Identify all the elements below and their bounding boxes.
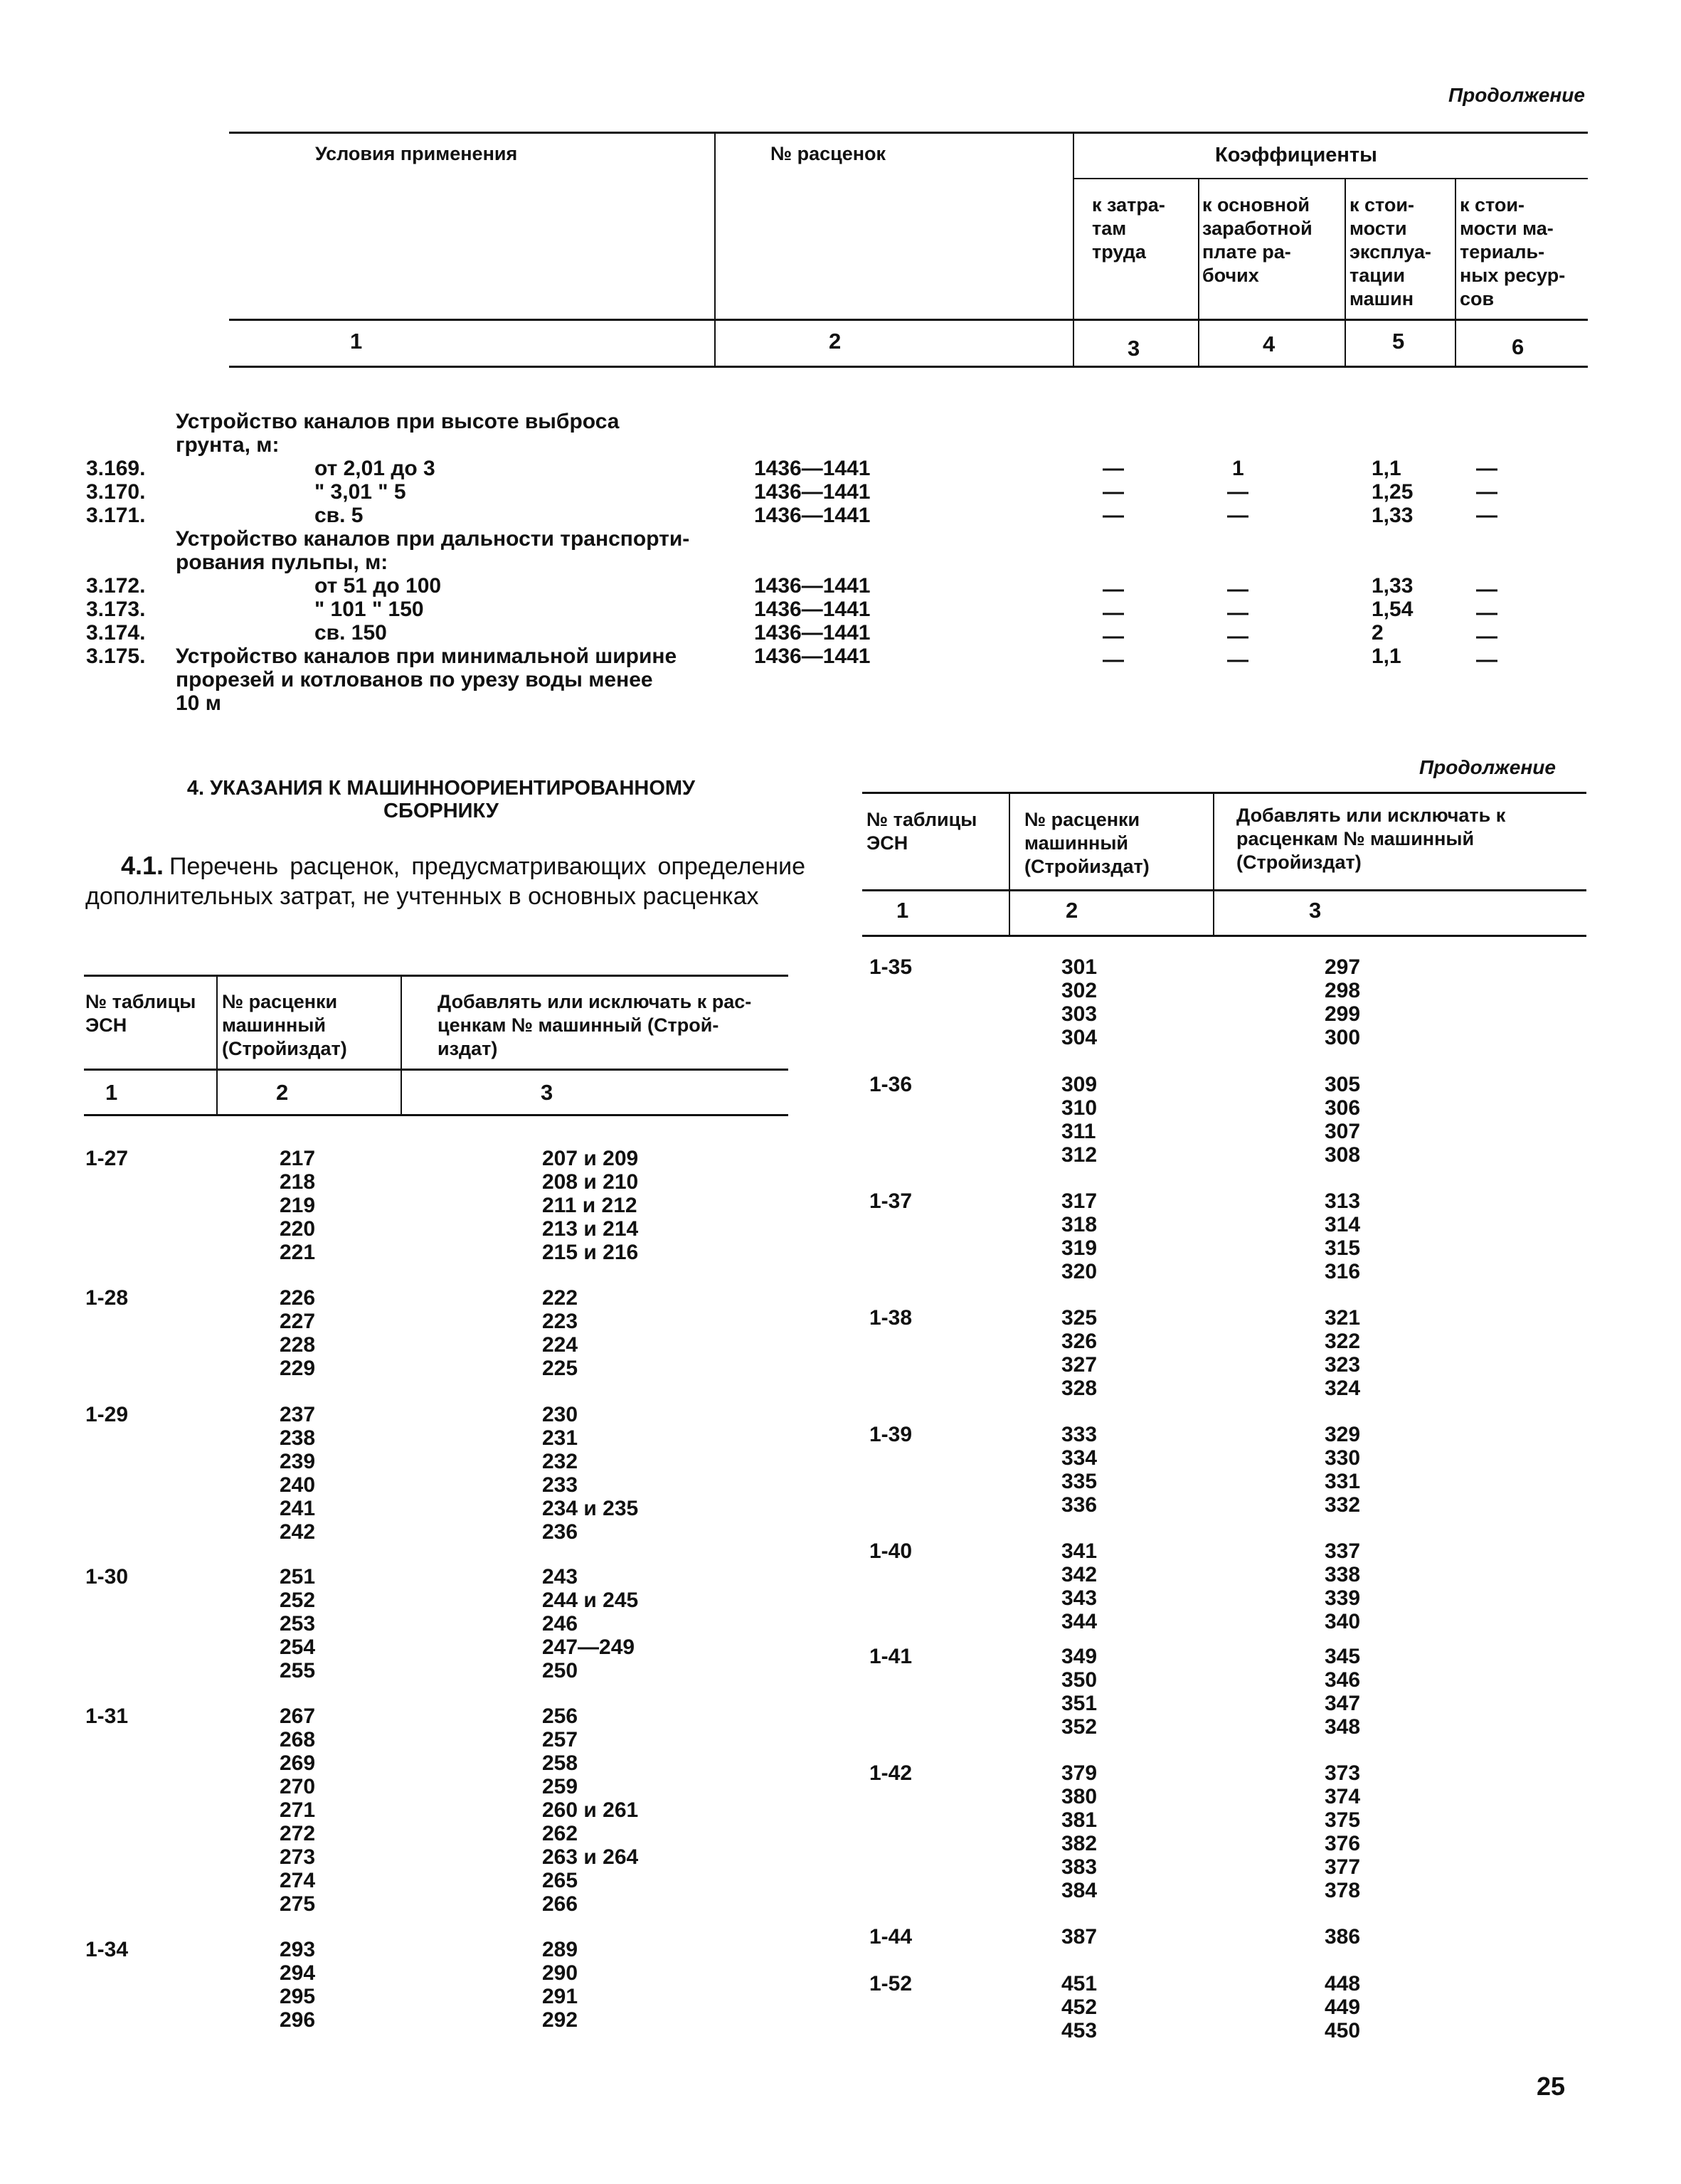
adjust-rate: 331: [1325, 1470, 1361, 1493]
column-number: 1: [105, 1080, 118, 1105]
row-c5: 1,33: [1372, 574, 1414, 598]
adjust-rate: 386: [1325, 1925, 1361, 1949]
table-number: 1-39: [869, 1423, 913, 1446]
rate-number: 220: [280, 1217, 316, 1241]
row-condition: 10 м: [176, 691, 221, 715]
row-rates: 1436—1441: [754, 574, 871, 598]
table-number: 1-29: [85, 1403, 129, 1426]
rate-number: 302: [1061, 979, 1098, 1002]
rate-number: 218: [280, 1170, 316, 1194]
row-c4: —: [1227, 504, 1248, 527]
section-intro-number: 4.1.: [121, 851, 164, 880]
rate-number: 351: [1061, 1692, 1098, 1715]
row-c6: —: [1476, 625, 1497, 648]
adjust-rate: 299: [1325, 1002, 1361, 1026]
adjust-rate: 224: [542, 1333, 578, 1357]
rate-number: 254: [280, 1636, 316, 1659]
row-c3: —: [1103, 480, 1124, 504]
rate-number: 383: [1061, 1855, 1098, 1879]
rate-number: 238: [280, 1426, 316, 1450]
adjust-rate: 314: [1325, 1213, 1361, 1236]
adjust-rate: 337: [1325, 1539, 1361, 1563]
rate-number: 352: [1061, 1715, 1098, 1739]
adjust-rate: 232: [542, 1450, 578, 1473]
rate-number: 240: [280, 1473, 316, 1497]
header-machines: к стои- мости эксплуа- тации машин: [1349, 194, 1431, 309]
column-number: 3: [1309, 898, 1322, 923]
adjust-rate: 225: [542, 1357, 578, 1380]
rate-number: 274: [280, 1869, 316, 1892]
row-rates: 1436—1441: [754, 457, 871, 480]
adjust-rate: 211 и 212: [542, 1194, 637, 1217]
adjust-rate: 348: [1325, 1715, 1361, 1739]
rate-number: 320: [1061, 1260, 1098, 1283]
row-c3: —: [1103, 648, 1124, 672]
row-c3: —: [1103, 625, 1124, 648]
column-number: 6: [1512, 334, 1524, 359]
right-header-rate: № расценки машинный (Стройиздат): [1024, 809, 1150, 877]
rate-number: 221: [280, 1241, 316, 1264]
rate-number: 380: [1061, 1785, 1098, 1808]
row-c3: —: [1103, 457, 1124, 480]
row-c4: —: [1227, 578, 1248, 601]
rate-number: 334: [1061, 1446, 1098, 1470]
row-code: 3.169.: [86, 457, 146, 480]
adjust-rate: 265: [542, 1869, 578, 1892]
column-number: 2: [1066, 898, 1078, 923]
row-condition: " 101 " 150: [314, 598, 424, 621]
adjust-rate: 297: [1325, 955, 1361, 979]
adjust-rate: 347: [1325, 1692, 1361, 1715]
rate-number: 387: [1061, 1925, 1098, 1949]
adjust-rate: 376: [1325, 1832, 1361, 1855]
rate-number: 269: [280, 1751, 316, 1775]
row-code: 3.175.: [86, 645, 146, 668]
adjust-rate: 213 и 214: [542, 1217, 639, 1241]
row-rates: 1436—1441: [754, 480, 871, 504]
adjust-rate: 329: [1325, 1423, 1361, 1446]
adjust-rate: 374: [1325, 1785, 1361, 1808]
column-number: 1: [350, 329, 363, 354]
rate-number: 318: [1061, 1213, 1098, 1236]
adjust-rate: 322: [1325, 1330, 1361, 1353]
adjust-rate: 259: [542, 1775, 578, 1798]
row-c5: 1,54: [1372, 598, 1414, 621]
rate-number: 229: [280, 1357, 316, 1380]
row-c6: —: [1476, 457, 1497, 480]
adjust-rate: 332: [1325, 1493, 1361, 1517]
adjust-rate: 305: [1325, 1073, 1361, 1096]
left-header-rate: № расценки машинный (Стройиздат): [222, 991, 347, 1059]
rate-number: 226: [280, 1286, 316, 1310]
rate-number: 268: [280, 1728, 316, 1751]
row-code: 3.173.: [86, 598, 146, 621]
adjust-rate: 243: [542, 1565, 578, 1589]
table-number: 1-27: [85, 1147, 129, 1170]
adjust-rate: 306: [1325, 1096, 1361, 1120]
row-c4: —: [1227, 601, 1248, 625]
rate-number: 255: [280, 1659, 316, 1682]
adjust-rate: 330: [1325, 1446, 1361, 1470]
rate-number: 239: [280, 1450, 316, 1473]
adjust-rate: 291: [542, 1985, 578, 2008]
adjust-rate: 313: [1325, 1189, 1361, 1213]
adjust-rate: 289: [542, 1938, 578, 1961]
rate-number: 217: [280, 1147, 316, 1170]
row-condition: прорезей и котлованов по урезу воды менее: [176, 668, 653, 691]
left-header-table: № таблицы ЭСН: [85, 991, 196, 1036]
rate-number: 272: [280, 1822, 316, 1845]
group-heading: Устройство каналов при высоте выброса: [176, 410, 620, 433]
rate-number: 336: [1061, 1493, 1098, 1517]
header-materials: к стои- мости ма- териаль- ных ресур- сов: [1460, 194, 1566, 309]
page-number: 25: [1537, 2072, 1566, 2101]
row-c6: —: [1476, 648, 1497, 672]
adjust-rate: 345: [1325, 1645, 1361, 1668]
adjust-rate: 230: [542, 1403, 578, 1426]
rate-number: 311: [1061, 1120, 1096, 1143]
header-conditions: Условия применения: [315, 143, 518, 164]
row-c4: —: [1227, 480, 1248, 504]
rate-number: 309: [1061, 1073, 1098, 1096]
row-c5: 1,25: [1372, 480, 1414, 504]
column-number: 2: [276, 1080, 289, 1105]
row-c3: —: [1103, 504, 1124, 527]
header-rate-numbers: № расценок: [770, 143, 886, 164]
adjust-rate: 223: [542, 1310, 578, 1333]
rate-number: 333: [1061, 1423, 1098, 1446]
rate-number: 252: [280, 1589, 316, 1612]
adjust-rate: 308: [1325, 1143, 1361, 1167]
table-number: 1-36: [869, 1073, 913, 1096]
adjust-rate: 298: [1325, 979, 1361, 1002]
rate-number: 326: [1061, 1330, 1098, 1353]
rate-number: 303: [1061, 1002, 1098, 1026]
adjust-rate: 244 и 245: [542, 1589, 639, 1612]
rate-number: 379: [1061, 1761, 1098, 1785]
rate-number: 295: [280, 1985, 316, 2008]
adjust-rate: 215 и 216: [542, 1241, 639, 1264]
adjust-rate: 258: [542, 1751, 578, 1775]
adjust-rate: 324: [1325, 1377, 1361, 1400]
adjust-rate: 266: [542, 1892, 578, 1916]
row-c5: 1,1: [1372, 645, 1401, 668]
table-number: 1-41: [869, 1645, 913, 1668]
row-c5: 1,33: [1372, 504, 1414, 527]
header-labor: к затра- там труда: [1092, 194, 1165, 263]
column-number: 4: [1263, 332, 1276, 356]
rate-number: 241: [280, 1497, 316, 1520]
row-condition: от 51 до 100: [314, 574, 442, 598]
rate-number: 335: [1061, 1470, 1098, 1493]
row-condition: от 2,01 до 3: [314, 457, 435, 480]
group-heading: Устройство каналов при дальности транспорти-: [176, 527, 690, 551]
adjust-rate: 262: [542, 1822, 578, 1845]
section-intro: [85, 851, 805, 911]
table-number: 1-30: [85, 1565, 129, 1589]
right-header-table: № таблицы ЭСН: [866, 809, 977, 854]
rate-number: 350: [1061, 1668, 1098, 1692]
row-condition: Устройство каналов при минимальной ширине: [176, 645, 677, 668]
adjust-rate: 316: [1325, 1260, 1361, 1283]
column-number: 5: [1392, 329, 1405, 354]
row-code: 3.174.: [86, 621, 146, 645]
rate-number: 293: [280, 1938, 316, 1961]
rate-number: 271: [280, 1798, 316, 1822]
adjust-rate: 263 и 264: [542, 1845, 639, 1869]
row-c3: —: [1103, 601, 1124, 625]
adjust-rate: 236: [542, 1520, 578, 1544]
table-number: 1-28: [85, 1286, 129, 1310]
adjust-rate: 377: [1325, 1855, 1361, 1879]
column-number: 3: [1128, 336, 1140, 361]
row-c3: —: [1103, 578, 1124, 601]
rate-number: 251: [280, 1565, 316, 1589]
adjust-rate: 290: [542, 1961, 578, 1985]
row-c6: —: [1476, 578, 1497, 601]
rate-number: 294: [280, 1961, 316, 1985]
row-condition: св. 150: [314, 621, 387, 645]
rate-number: 453: [1061, 2019, 1098, 2042]
row-rates: 1436—1441: [754, 645, 871, 668]
rate-number: 304: [1061, 1026, 1098, 1049]
continued-label: Продолжение: [1419, 756, 1556, 778]
section-intro-text: Перечень расценок, предусматривающих определение дополнительных затрат, не учтенных в основных расценках: [85, 853, 805, 910]
table-number: 1-42: [869, 1761, 913, 1785]
rate-number: 381: [1061, 1808, 1098, 1832]
adjust-rate: 346: [1325, 1668, 1361, 1692]
row-c6: —: [1476, 480, 1497, 504]
table-number: 1-44: [869, 1925, 913, 1949]
adjust-rate: 250: [542, 1659, 578, 1682]
rate-number: 317: [1061, 1189, 1098, 1213]
adjust-rate: 292: [542, 2008, 578, 2032]
row-rates: 1436—1441: [754, 621, 871, 645]
rate-number: 237: [280, 1403, 316, 1426]
rate-number: 452: [1061, 1995, 1098, 2019]
column-number: 2: [829, 329, 842, 354]
rate-number: 270: [280, 1775, 316, 1798]
rate-number: 451: [1061, 1972, 1098, 1995]
row-code: 3.172.: [86, 574, 146, 598]
table-number: 1-35: [869, 955, 913, 979]
rate-number: 267: [280, 1705, 316, 1728]
adjust-rate: 231: [542, 1426, 578, 1450]
row-c6: —: [1476, 504, 1497, 527]
adjust-rate: 449: [1325, 1995, 1361, 2019]
continued-label: Продолжение: [1448, 84, 1585, 106]
table-number: 1-37: [869, 1189, 913, 1213]
adjust-rate: 222: [542, 1286, 578, 1310]
adjust-rate: 208 и 210: [542, 1170, 639, 1194]
adjust-rate: 247—249: [542, 1636, 635, 1659]
rate-number: 219: [280, 1194, 316, 1217]
row-condition: св. 5: [314, 504, 364, 527]
table-number: 1-34: [85, 1938, 129, 1961]
adjust-rate: 338: [1325, 1563, 1361, 1586]
rate-number: 382: [1061, 1832, 1098, 1855]
rate-number: 227: [280, 1310, 316, 1333]
table-number: 1-52: [869, 1972, 913, 1995]
row-rates: 1436—1441: [754, 504, 871, 527]
adjust-rate: 207 и 209: [542, 1147, 639, 1170]
group-heading: грунта, м:: [176, 433, 280, 457]
group-heading: рования пульпы, м:: [176, 551, 388, 574]
rate-number: 342: [1061, 1563, 1098, 1586]
rate-number: 296: [280, 2008, 316, 2032]
row-c6: —: [1476, 601, 1497, 625]
rate-number: 312: [1061, 1143, 1098, 1167]
adjust-rate: 234 и 235: [542, 1497, 639, 1520]
rate-number: 275: [280, 1892, 316, 1916]
section-title: 4. УКАЗАНИЯ К МАШИННООРИЕНТИРОВАННОМУ СБОРНИКУ: [186, 777, 696, 822]
column-number: 3: [541, 1080, 553, 1105]
adjust-rate: 246: [542, 1612, 578, 1636]
row-code: 3.170.: [86, 480, 146, 504]
row-c4: —: [1227, 648, 1248, 672]
adjust-rate: 323: [1325, 1353, 1361, 1377]
adjust-rate: 340: [1325, 1610, 1361, 1633]
adjust-rate: 448: [1325, 1972, 1361, 1995]
adjust-rate: 307: [1325, 1120, 1361, 1143]
row-condition: " 3,01 " 5: [314, 480, 406, 504]
rate-number: 341: [1061, 1539, 1098, 1563]
rate-number: 327: [1061, 1353, 1098, 1377]
adjust-rate: 233: [542, 1473, 578, 1497]
table-number: 1-40: [869, 1539, 913, 1563]
adjust-rate: 378: [1325, 1879, 1361, 1902]
adjust-rate: 321: [1325, 1306, 1361, 1330]
header-wages: к основной заработной плате ра- бочих: [1202, 194, 1313, 286]
table-number: 1-31: [85, 1705, 129, 1728]
rate-number: 343: [1061, 1586, 1098, 1610]
adjust-rate: 256: [542, 1705, 578, 1728]
header-coefficients: Коэффициенты: [1215, 144, 1377, 166]
left-header-add: Добавлять или исключать к рас- ценкам № машинный (Строй- издат): [438, 991, 752, 1059]
rate-number: 301: [1061, 955, 1098, 979]
rate-number: 253: [280, 1612, 316, 1636]
adjust-rate: 450: [1325, 2019, 1361, 2042]
row-c4: —: [1227, 625, 1248, 648]
adjust-rate: 300: [1325, 1026, 1361, 1049]
rate-number: 273: [280, 1845, 316, 1869]
row-code: 3.171.: [86, 504, 146, 527]
rate-number: 328: [1061, 1377, 1098, 1400]
row-c5: 1,1: [1372, 457, 1401, 480]
rate-number: 242: [280, 1520, 316, 1544]
adjust-rate: 257: [542, 1728, 578, 1751]
rate-number: 344: [1061, 1610, 1098, 1633]
rate-number: 325: [1061, 1306, 1098, 1330]
rate-number: 310: [1061, 1096, 1098, 1120]
adjust-rate: 373: [1325, 1761, 1361, 1785]
row-rates: 1436—1441: [754, 598, 871, 621]
adjust-rate: 339: [1325, 1586, 1361, 1610]
row-c5: 2: [1372, 621, 1384, 645]
table-number: 1-38: [869, 1306, 913, 1330]
adjust-rate: 315: [1325, 1236, 1361, 1260]
adjust-rate: 375: [1325, 1808, 1361, 1832]
right-header-add: Добавлять или исключать к расценкам № машинный (Стройиздат): [1236, 805, 1506, 873]
adjust-rate: 260 и 261: [542, 1798, 639, 1822]
rate-number: 319: [1061, 1236, 1098, 1260]
row-c4: 1: [1232, 457, 1244, 480]
column-number: 1: [896, 898, 909, 923]
rate-number: 228: [280, 1333, 316, 1357]
rate-number: 349: [1061, 1645, 1098, 1668]
rate-number: 384: [1061, 1879, 1098, 1902]
